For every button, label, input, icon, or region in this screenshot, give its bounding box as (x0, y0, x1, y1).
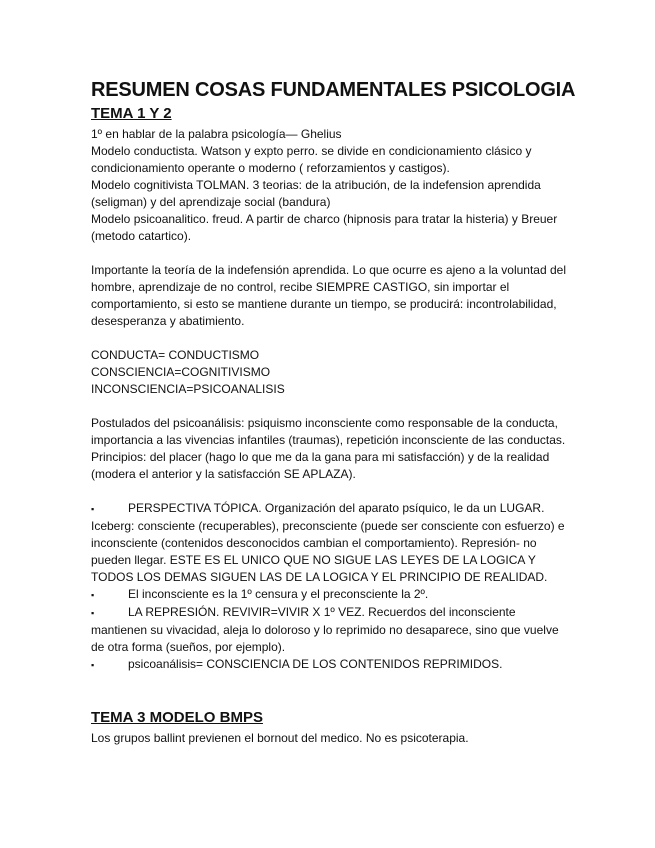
spacer (91, 330, 571, 347)
paragraph-grupos-ballint: Los grupos ballint previenen el bornout del medico. No es psicoterapia. (91, 731, 469, 745)
bullet-item-represion (91, 604, 571, 656)
bullet-text: El inconsciente es la 1º censura y el preconsciente la 2º. (128, 587, 429, 601)
bullet-item-psicoanalisis (91, 656, 571, 674)
bullet-item-censura (91, 586, 571, 604)
bullet-item-perspectiva-topica (91, 500, 571, 586)
bullet-icon: ▪ (91, 660, 95, 670)
spacer (91, 483, 571, 500)
paragraph-modelo-psicoanalitico: Modelo psicoanalitico. freud. A partir de charco (hipnosis para tratar la histeria) y Breuer (metodo catartico). (91, 212, 558, 243)
spacer (91, 245, 571, 262)
equivalence-consciencia: CONSCIENCIA=COGNITIVISMO (91, 365, 271, 379)
paragraph-modelo-cognitivista: Modelo cognitivista TOLMAN. 3 teorias: de la atribución, de la indefension aprendida (seligman) y del aprendizaje social (bandura) (91, 178, 541, 209)
spacer (91, 398, 571, 415)
bullet-icon: ▪ (91, 590, 95, 600)
section-heading-tema-3: TEMA 3 MODELO BMPS (91, 709, 263, 726)
paragraph-indefension: Importante la teoría de la indefensión aprendida. Lo que ocurre es ajeno a la voluntad del hombre, aprendizaje de no control, recibe SIEMPRE CASTIGO, sin importar el comportamiento, si esto se mantiene durante un tiempo, se producirá: incontrolabilidad, desesperanza y abatimiento. (91, 263, 566, 328)
equivalence-inconsciencia: INCONSCIENCIA=PSICOANALISIS (91, 382, 285, 396)
bullet-text: LA REPRESIÓN. REVIVIR=VIVIR X 1º VEZ. Recuerdos del inconsciente mantienen su vivacidad, aleja lo doloroso y lo reprimido no desaparece, sino que vuelve de otra forma (sueños, por ejemplo). (91, 605, 559, 654)
bullet-icon: ▪ (91, 504, 95, 514)
document-page (91, 78, 576, 747)
equivalence-conducta: CONDUCTA= CONDUCTISMO (91, 348, 260, 362)
bullet-text: PERSPECTIVA TÓPICA. Organización del aparato psíquico, le da un LUGAR. Iceberg: consciente (recuperables), preconsciente (puede ser consciente con esfuerzo) e inconsciente (contenidos desconocidos cambian el comportamiento). Represión- no pueden llegar. ESTE ES EL UNICO QUE NO SIGUE LAS LEYES DE LA LOGICA Y TODOS LOS DEMAS SIGUEN LAS DE LA LOGICA Y EL PRINCIPIO DE REALIDAD. (91, 501, 565, 584)
bullet-icon: ▪ (91, 608, 95, 618)
document-title: RESUMEN COSAS FUNDAMENTALES PSICOLOGIA (91, 79, 576, 101)
bullet-text: psicoanálisis= CONSCIENCIA DE LOS CONTENIDOS REPRIMIDOS. (128, 657, 503, 671)
paragraph-psicologia-origin: 1º en hablar de la palabra psicología— Ghelius (91, 127, 342, 141)
paragraph-postulados: Postulados del psicoanálisis: psiquismo inconsciente como responsable de la conducta, importancia a las vivencias infantiles (traumas), repetición inconsciente de las conductas. Principios: del placer (hago lo que me da la gana para mi satisfacción) y de la realidad (modera el anterior y la satisfacción SE APLAZA). (91, 416, 566, 481)
section-heading-tema-1-2: TEMA 1 Y 2 (91, 105, 172, 122)
paragraph-modelo-conductista: Modelo conductista. Watson y expto perro. se divide en condicionamiento clásico y condicionamiento operante o moderno ( reforzamientos y castigos). (91, 144, 532, 175)
